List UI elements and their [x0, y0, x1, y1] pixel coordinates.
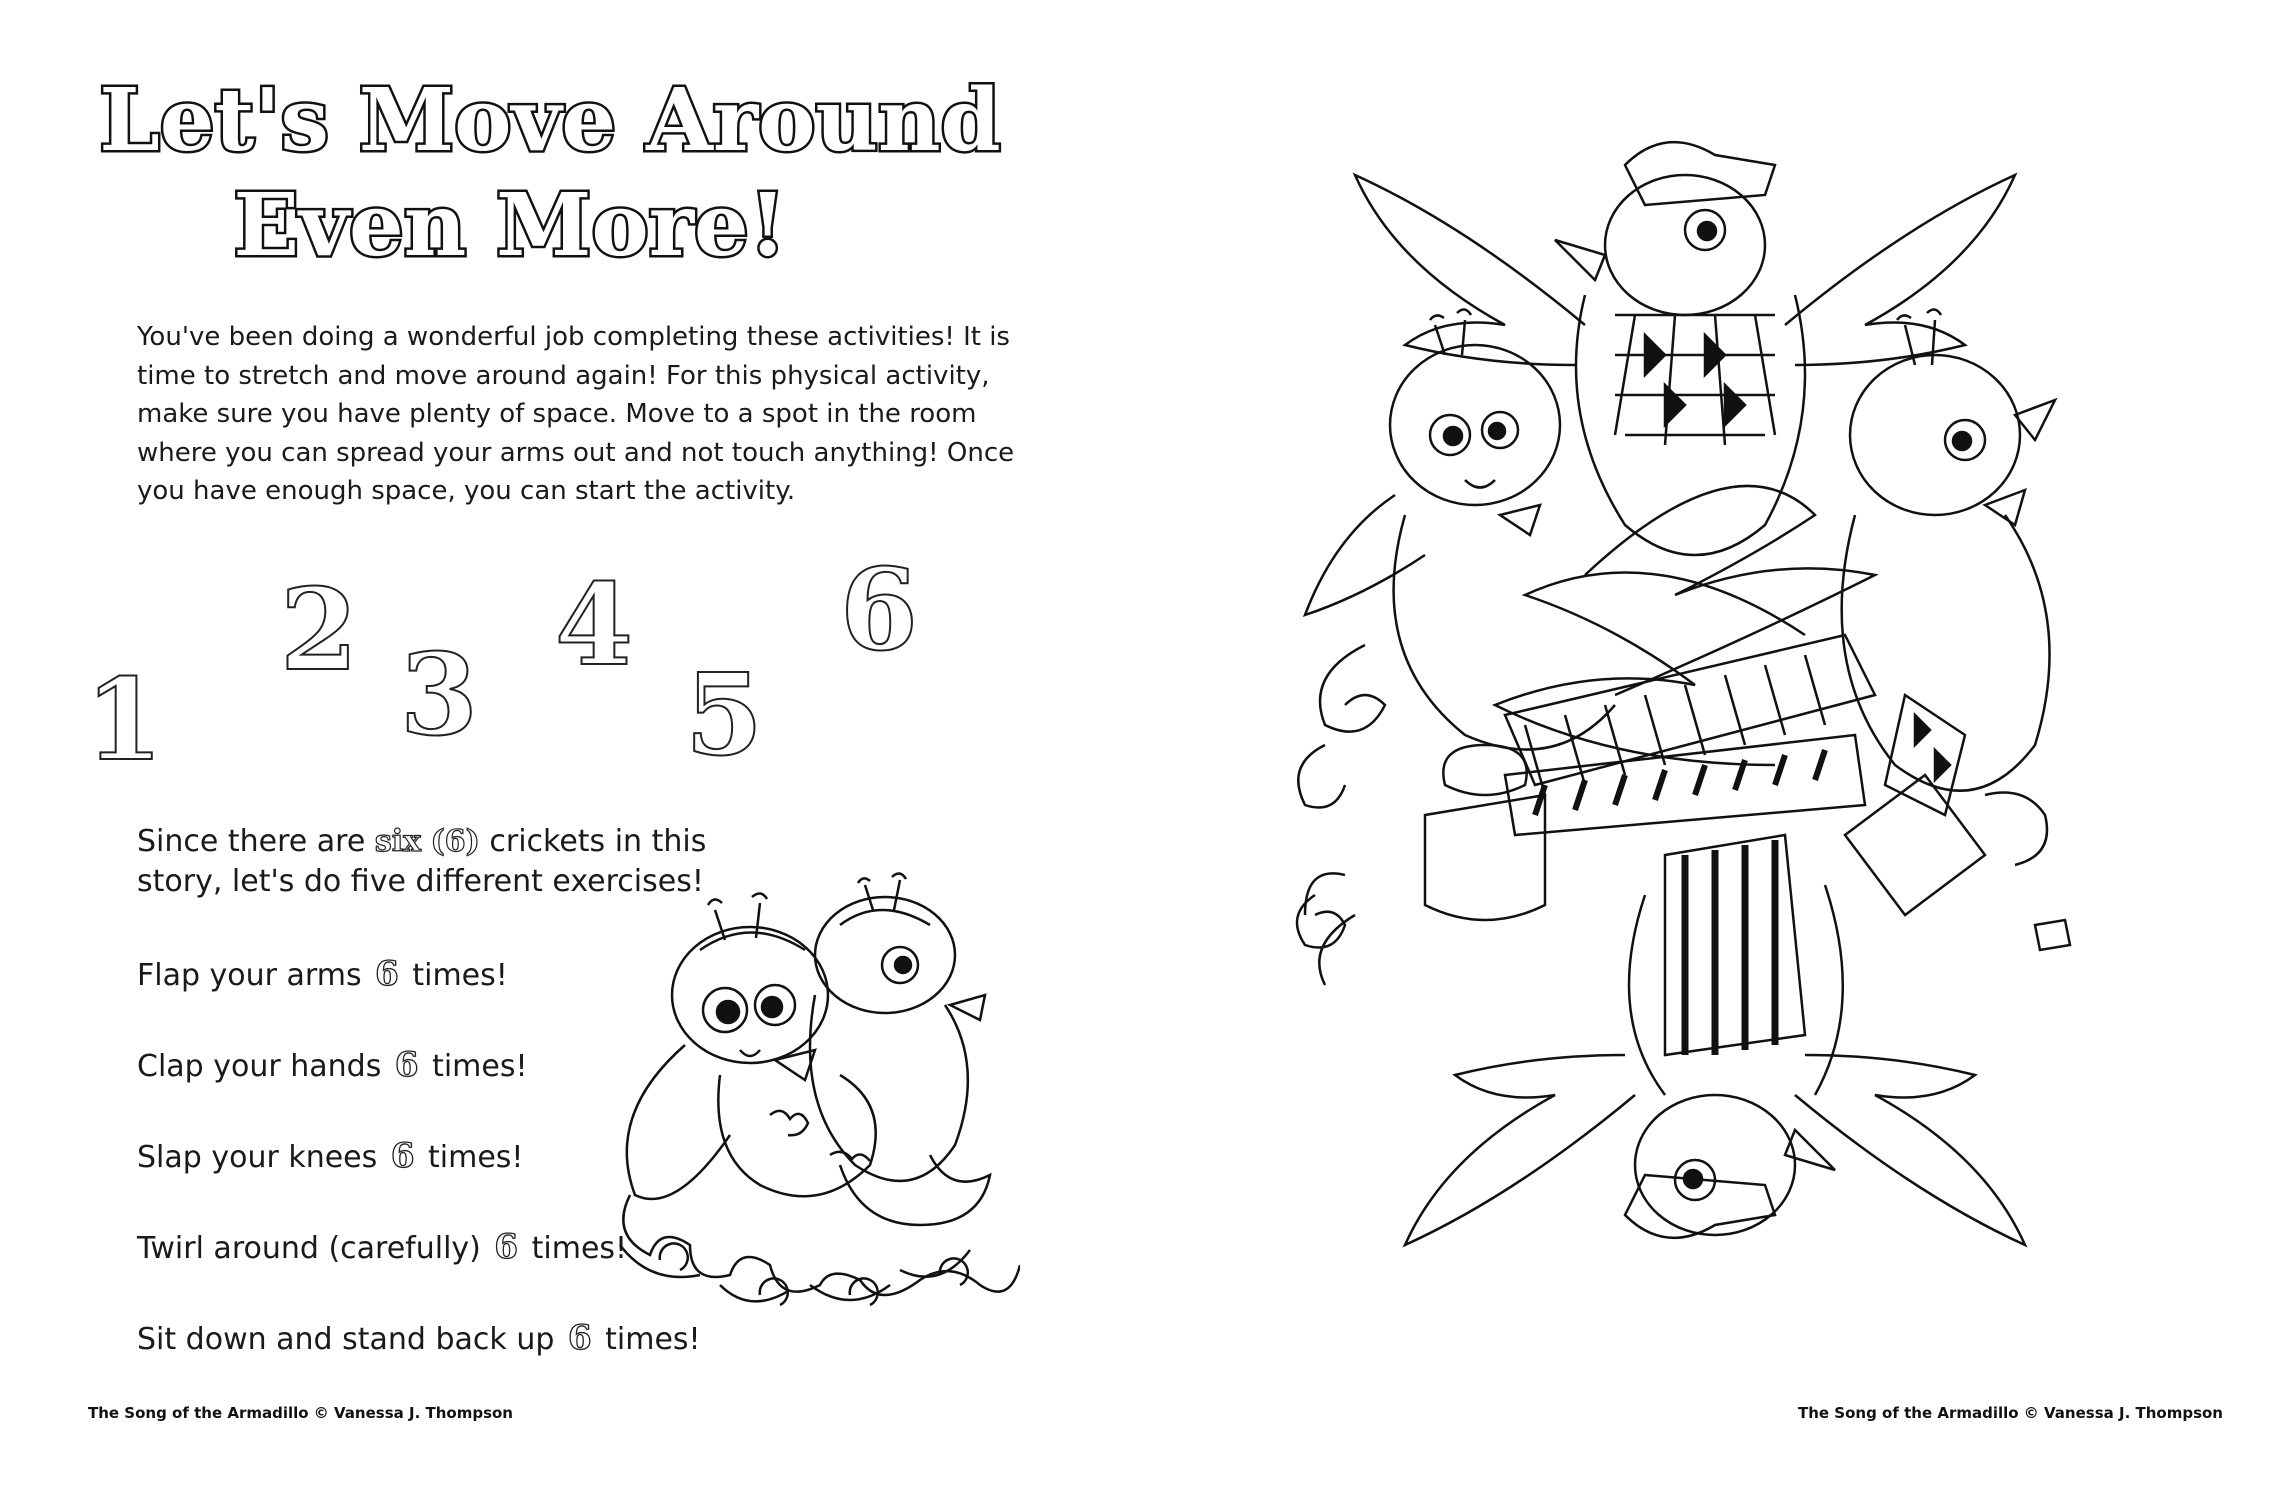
- two-crickets-illustration: [600, 865, 1020, 1325]
- exercise-count: 6: [494, 1227, 519, 1267]
- number-5: 5: [685, 650, 763, 781]
- number-6: 6: [840, 545, 918, 676]
- intro-paragraph: You've been doing a wonderful job completing these activities! It is time to stretch and move around again! For this physical activity, make sure you have plenty of space. Move to a spot in the room where you can spread your arms out and not touch anything! Once you have enough space, you can start the activity.: [137, 322, 1015, 506]
- right-page: [1135, 0, 2270, 1489]
- right-footer: The Song of the Armadillo © Vanessa J. Thompson: [1798, 1404, 2223, 1422]
- exercise-text: times!: [595, 1322, 701, 1357]
- exercise-count: 6: [394, 1045, 419, 1085]
- page-title: [70, 60, 1030, 280]
- lead-outlined-number: (6): [430, 824, 480, 859]
- exercise-text: times!: [522, 1231, 628, 1266]
- six-crickets-circle-illustration: [1285, 95, 2105, 1365]
- exercise-text: times!: [418, 1140, 524, 1175]
- title-line-1: Let's Move Around: [99, 70, 1001, 171]
- exercise-text: Flap your arms: [137, 958, 372, 993]
- number-3: 3: [400, 630, 478, 761]
- exercise-4: [137, 1227, 627, 1267]
- exercise-text: times!: [422, 1049, 528, 1084]
- title-line-2: Even More!: [233, 175, 787, 276]
- exercise-1: [137, 954, 508, 994]
- number-1: 1: [85, 655, 163, 786]
- exercise-count: 6: [390, 1136, 415, 1176]
- exercise-count: 6: [567, 1318, 592, 1358]
- exercise-3: [137, 1136, 523, 1176]
- exercise-text: Clap your hands: [137, 1049, 391, 1084]
- lead-outlined-word: six: [374, 824, 422, 859]
- exercise-count: 6: [375, 954, 399, 994]
- left-footer: The Song of the Armadillo © Vanessa J. Thompson: [88, 1404, 513, 1422]
- lead-text-after: crickets in this story, let's do five different exercises!: [137, 824, 707, 899]
- exercise-text: Slap your knees: [137, 1140, 387, 1175]
- number-sequence: [85, 545, 985, 795]
- exercise-text: Twirl around (carefully): [137, 1231, 491, 1266]
- number-2: 2: [280, 565, 358, 696]
- exercise-2: [137, 1045, 528, 1085]
- lead-text-before: Since there are: [137, 824, 375, 859]
- exercise-text: Sit down and stand back up: [137, 1322, 564, 1357]
- exercise-text: times!: [402, 958, 508, 993]
- number-4: 4: [555, 560, 633, 691]
